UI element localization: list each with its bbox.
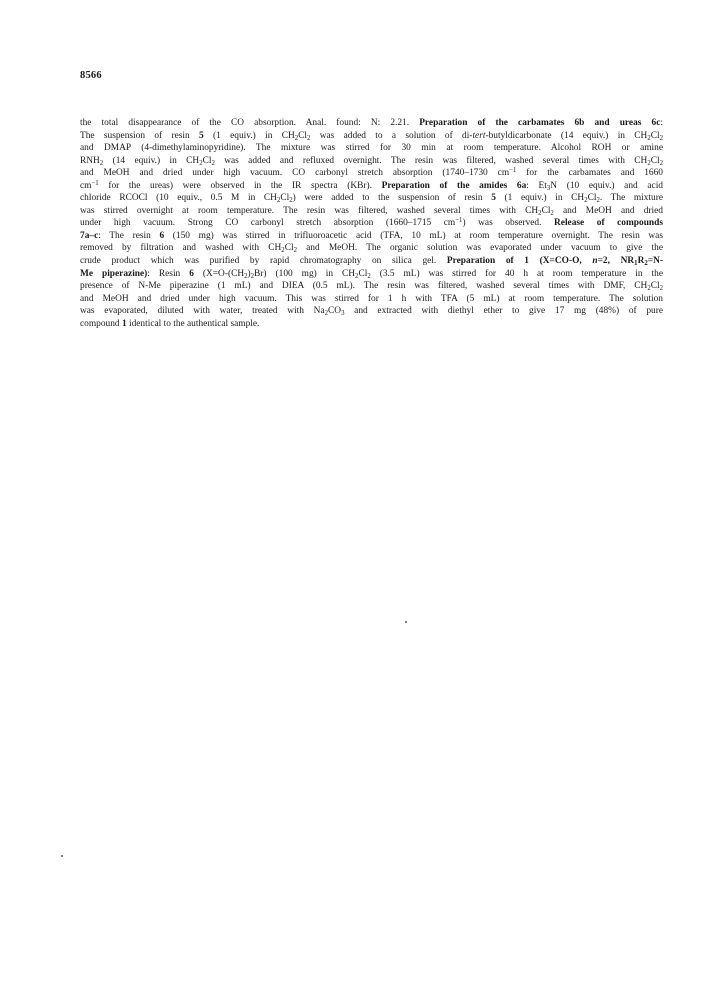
text-line: was stirred overnight at room temperature. The resin was filtered, washed several times with $CH_2Cl_2$ and MeOH and dried [80,205,663,217]
heading-release-compounds: Release of compounds [554,218,663,229]
text-line: presence of N-Me piperazine (1 mL) and DIEA (0.5 mL). The resin was filtered, washed several times with DMF, $CH_2Cl_2$ [80,281,663,293]
text-line: The suspension of resin 5 (1 equiv.) in $CH_2Cl_2$ was added to a solution of di-tert-butyldicarbonate (14 equiv.) in $CH_2Cl_2$ [80,130,663,142]
text-line: was evaporated, diluted with water, treated with $Na_2CO_3$ and extracted with diethyl ether to give 17 mg (48%) of pure [80,306,664,318]
page-number: 8566 [80,70,102,81]
scan-speck [61,855,63,857]
text-line: the total disappearance of the CO absorption. Anal. found: N: 2.21. Preparation of the carbamates 6b and ureas 6c: [80,118,663,128]
text-line: under high vacuum. Strong CO carbonyl stretch absorption (1660–1715 $cm^{-1}$) was observed. Release of compounds [80,217,663,229]
text-line: crude product which was purified by rapid chromatography on silica gel. Preparation of 1 (X=CO-O, n=2, $NR_1R_2=N-$ [80,256,663,268]
body-paragraph [80,117,663,330]
text-line: chloride RCOCl (10 equiv., 0.5 M in $CH_2Cl_2$) were added to the suspension of resin 5 (1 equiv.) in $CH_2Cl_2$. The mixture [80,193,664,205]
heading-preparation-1: Preparation of 1 (X=CO-O, n=2, $NR_1R_2=N-$ [446,256,663,268]
text-line: $cm^{-1}$ for the ureas) were observed in the IR spectra (KBr). Preparation of the amides 6a: $Et_3N$ (10 equiv.) and acid [80,179,663,192]
text-line: removed by filtration and washed with $CH_2Cl_2$ and MeOH. The organic solution was evaporated under vacuum to give the [80,243,663,255]
text-line: and MeOH and dried under high vacuum. This was stirred for 1 h with TFA (5 mL) at room temperature. The solution [80,293,663,304]
text-line: compound 1 identical to the authentical sample. [80,318,260,329]
scan-speck [405,621,407,623]
text-line: Me piperazine): Resin 6 $(X=O-(CH_2)_2Br)$ (100 mg) in $CH_2Cl_2$ (3.5 mL) was stirred for 40 h at room temperature in the [80,268,663,280]
text-line: $RNH_2$ (14 equiv.) in $CH_2Cl_2$ was added and refluxed overnight. The resin was filtered, washed several times with $CH_2Cl_2$ [80,155,663,167]
text-line: and MeOH and dried under high vacuum. CO carbonyl stretch absorption (1740–1730 $cm^{-1}$ for the carbamates and 1660 [80,167,663,179]
heading-amides: Preparation of the amides 6a [381,180,527,191]
text-line: 7a–c: The resin 6 (150 mg) was stirred in trifluoroacetic acid (TFA, 10 mL) at room temperature overnight. The resin was [80,230,663,241]
text-line: and DMAP (4-dimethylaminopyridine). The mixture was stirred for 30 min at room temperature. Alcohol ROH or amine [80,143,663,154]
heading-carbamates-ureas: Preparation of the carbamates 6b and ureas 6c [419,118,661,128]
